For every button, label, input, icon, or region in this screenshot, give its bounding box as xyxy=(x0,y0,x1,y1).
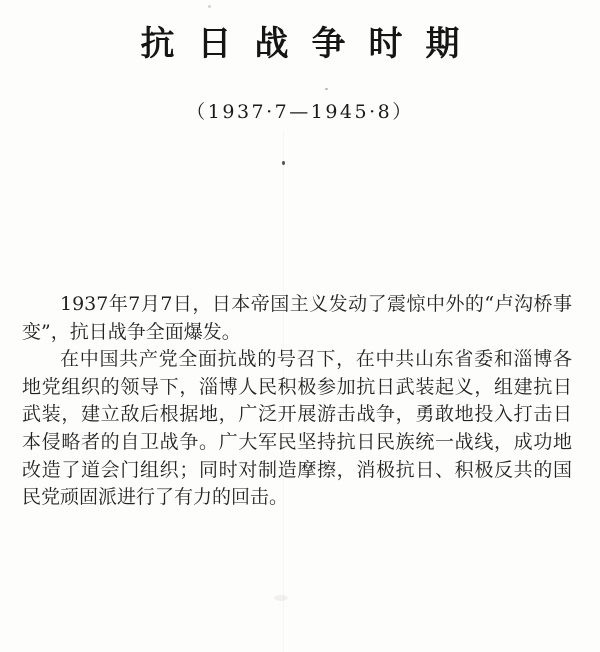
scan-speck xyxy=(208,5,211,8)
paragraph-2: 在中国共产党全面抗战的号召下，在中共山东省委和淄博各地党组织的领导下，淄博人民积极参加抗日武装起义，组建抗日武装，建立敌后根据地，广泛开展游击战争，勇敢地投入打击日本侵略者的自卫战争。广大军民坚持抗日民族统一战线，成功地改造了道会门组织；同时对制造摩擦，消极抗日、积极反共的国民党顽固派进行了有力的回击。 xyxy=(22,348,572,509)
chapter-body xyxy=(22,291,572,512)
chapter-date-range: （1937·7—1945·8） xyxy=(186,101,414,123)
scan-speck xyxy=(274,595,288,601)
scan-speck xyxy=(282,161,285,165)
chapter-title: 抗日战争时期 xyxy=(140,24,483,64)
scan-speck xyxy=(325,88,328,90)
paragraph-1: 1937年7月7日，日本帝国主义发动了震惊中外的“卢沟桥事变”，抗日战争全面爆发。 xyxy=(22,293,572,343)
